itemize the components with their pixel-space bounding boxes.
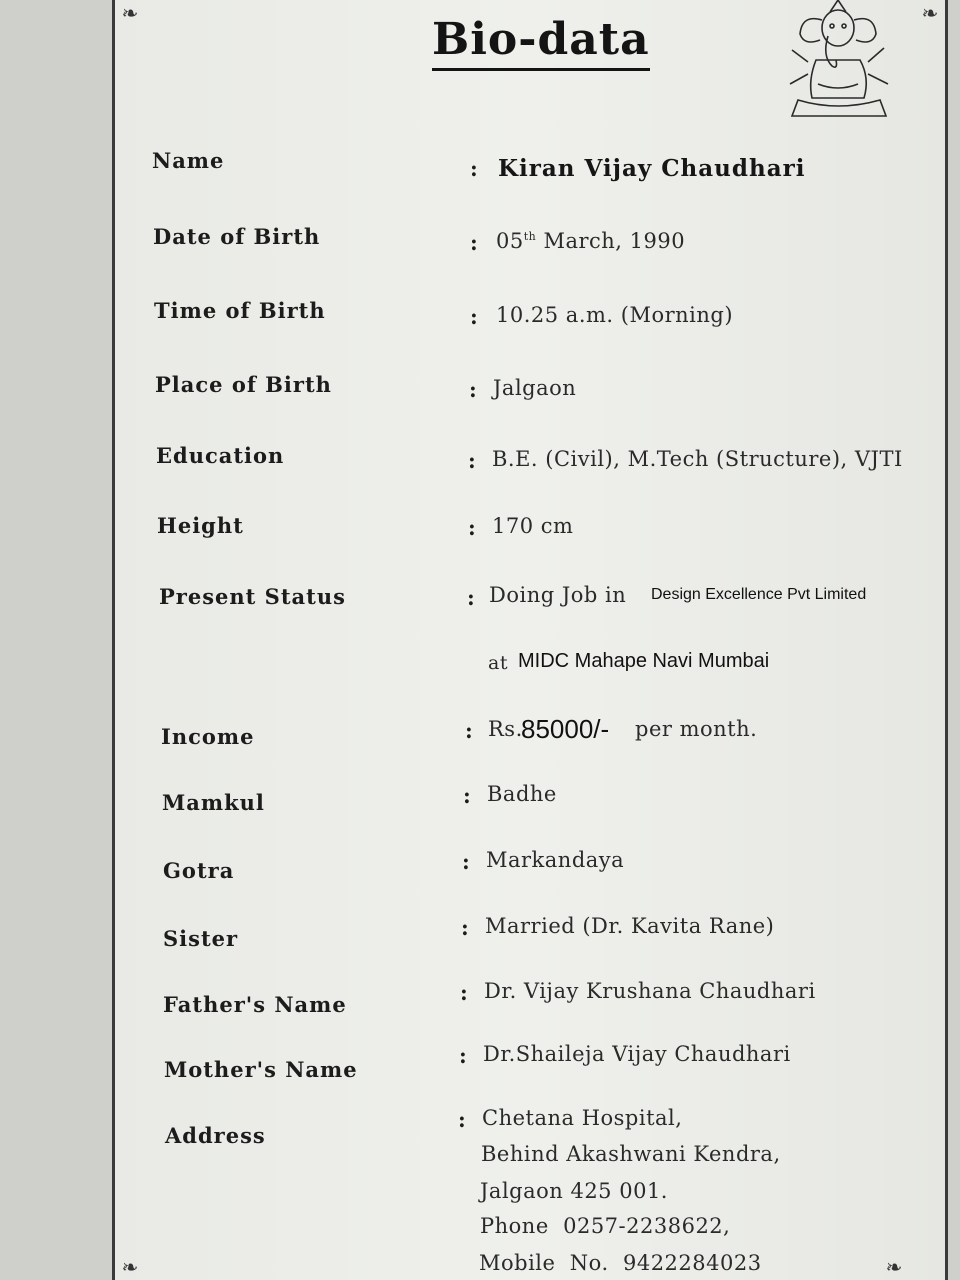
address-line: Chetana Hospital,: [482, 1106, 683, 1130]
field-value-education: B.E. (Civil), M.Tech (Structure), VJTI: [492, 447, 903, 471]
address-mobile: Mobile No. 9422284023: [479, 1251, 762, 1275]
colon-separator: :: [468, 448, 476, 473]
field-label-date-of-birth: Date of Birth: [153, 224, 321, 249]
colon-separator: :: [468, 515, 476, 540]
ganesha-icon: [778, 0, 900, 120]
field-value-income-amount: 85000/-: [521, 714, 610, 744]
field-value-height: 170 cm: [492, 514, 574, 538]
colon-separator: :: [470, 230, 478, 255]
corner-ornament-icon: ❧: [121, 1255, 139, 1279]
field-label-address: Address: [165, 1123, 266, 1148]
address-line: Jalgaon 425 001.: [480, 1179, 668, 1203]
field-value-at: at: [488, 652, 508, 674]
field-label-place-of-birth: Place of Birth: [155, 372, 332, 397]
field-label-gotra: Gotra: [163, 858, 235, 883]
field-value-place-of-birth: Jalgaon: [493, 376, 577, 400]
dob-month-year: March, 1990: [543, 229, 686, 253]
field-label-time-of-birth: Time of Birth: [154, 298, 326, 323]
field-label-name: Name: [152, 148, 225, 173]
colon-separator: :: [465, 718, 473, 743]
corner-ornament-icon: ❧: [885, 1255, 903, 1279]
address-line: Behind Akashwani Kendra,: [481, 1142, 781, 1166]
address-phone: Phone 0257-2238622,: [480, 1214, 731, 1238]
field-label-fathers-name: Father's Name: [163, 992, 347, 1017]
field-value-mamkul: Badhe: [487, 782, 557, 806]
colon-separator: :: [469, 377, 477, 402]
field-value-mothers-name: Dr.Shaileja Vijay Chaudhari: [483, 1042, 791, 1066]
field-value-job-prefix: Doing Job in: [489, 583, 627, 607]
colon-separator: :: [458, 1107, 466, 1132]
colon-separator: :: [460, 980, 468, 1005]
field-value-income-suffix: per month.: [635, 717, 758, 741]
dob-day-suffix: th: [523, 230, 537, 243]
field-value-date-of-birth: [496, 229, 685, 253]
field-label-mothers-name: Mother's Name: [164, 1057, 358, 1082]
corner-ornament-icon: ❧: [121, 1, 139, 25]
colon-separator: :: [470, 156, 478, 181]
corner-ornament-icon: ❧: [921, 1, 939, 25]
field-value-location: MIDC Mahape Navi Mumbai: [518, 650, 770, 672]
colon-separator: :: [459, 1043, 467, 1068]
colon-separator: :: [461, 915, 469, 940]
field-label-income: Income: [161, 724, 255, 749]
field-label-sister: Sister: [163, 926, 239, 951]
field-value-gotra: Markandaya: [486, 848, 625, 872]
field-label-mamkul: Mamkul: [162, 790, 265, 815]
field-label-education: Education: [156, 443, 285, 468]
field-value-fathers-name: Dr. Vijay Krushana Chaudhari: [484, 979, 816, 1003]
colon-separator: :: [463, 783, 471, 808]
dob-day: 05: [496, 229, 524, 253]
field-value-company: Design Excellence Pvt Limited: [651, 586, 867, 603]
field-value-income-prefix: Rs.: [488, 717, 523, 741]
field-value-name: Kiran Vijay Chaudhari: [498, 155, 806, 182]
field-value-sister: Married (Dr. Kavita Rane): [485, 914, 775, 938]
colon-separator: :: [467, 585, 475, 610]
colon-separator: :: [462, 849, 470, 874]
page-title: Bio-data: [432, 14, 650, 71]
field-value-time-of-birth: 10.25 a.m. (Morning): [496, 303, 734, 327]
biodata-page: [112, 0, 948, 1280]
field-label-height: Height: [157, 513, 244, 538]
colon-separator: :: [470, 304, 478, 329]
field-label-present-status: Present Status: [159, 584, 346, 609]
